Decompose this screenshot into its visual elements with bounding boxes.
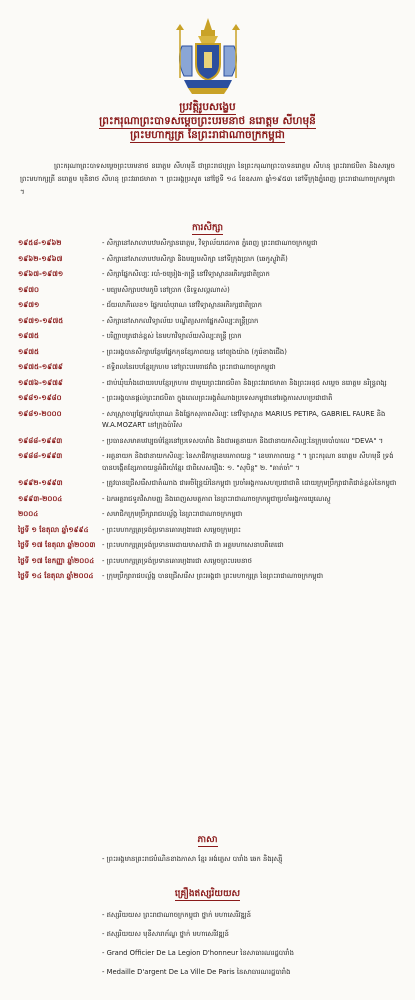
- education-year: ១៩៧៦-១៩៧៩: [18, 378, 63, 387]
- education-text: - សាស្ត្រាចារ្យផ្នែករបាំបុរាណ និងផ្នែកសុភាពសិល្បៈ នៅវិទ្យាស្ថាន MARIUS PETIPA, GABRIEL FAURE និង W.A.MOZART នៅក្រុងប៉ារីស: [102, 409, 386, 429]
- education-row: [18, 316, 403, 328]
- education-year: ១៩៧៥-១៩៧៩: [18, 363, 63, 371]
- king-name: ព្រះករុណាព្រះបាទសម្តេចព្រះបរមនាថ នរោត្តម សីហមុនី: [99, 115, 316, 127]
- education-year: ១៩៧១: [18, 301, 40, 309]
- education-text: - ជាប់ឃុំឃាំងដោយរបបខ្មែរក្រហម ជាមួយព្រះវររាជបិតា និងព្រះវររាជមាតា និងព្រះអនុជ សម្តេច នរោត្តម នរិន្ទ្រពង្ស: [102, 378, 387, 387]
- education-row: [18, 254, 403, 266]
- education-text: - បរិញ្ញាបត្រជាន់ខ្ពស់ នៃមហាវិទ្យាល័យសិល្បៈតន្ត្រី ប្រាក: [102, 332, 242, 340]
- education-text: - ក្រុមប្រឹក្សារាជបល្ល័ង្គ បានជ្រើសរើស ព្រះអង្គជា ព្រះមហាក្សត្រ នៃព្រះរាជាណាចក្រកម្ពុជា: [102, 572, 324, 580]
- education-row: [18, 378, 403, 390]
- education-heading: ការសិក្សា: [191, 223, 224, 233]
- decorations-heading: គ្រឿងឥស្សរិយយស: [174, 889, 241, 899]
- education-row: [18, 300, 403, 312]
- education-text: - ព្រះមហាក្សត្រទ្រង់ប្រទានគោរម្យងារជា សម្តេចក្រុមព្រះ: [102, 525, 241, 534]
- education-year: ១៩៨១-១៩៨០: [18, 394, 62, 402]
- education-text: - ជ័យលាភីលេខ១ ផ្នែករបាំបុរាណ នៅវិទ្យាស្ថានអភិរក្សជាតិប្រាក: [102, 301, 262, 309]
- education-row: [18, 362, 403, 374]
- education-text: - សិក្សាផ្នែកសិល្បៈ របាំ-ចម្រៀង-តន្ត្រី នៅវិទ្យាស្ថានអភិរក្សជាតិប្រាក: [102, 270, 270, 278]
- decoration-item: - ឥស្សរិយយស ព្រះរាជាណាចក្រកម្ពុជា ថ្នាក់ មហាសេរីវឌ្ឍន៍: [102, 911, 252, 919]
- education-row: [18, 347, 403, 359]
- education-year: ថ្ងៃទី ១៧ ខែកញ្ញា ឆ្នាំ២០០៤: [18, 556, 95, 565]
- education-year: ១៩៧១-១៩៧៥: [18, 316, 64, 325]
- education-row: [18, 525, 403, 537]
- education-row: [18, 571, 403, 583]
- intro-paragraph: ព្រះករុណាព្រះបាទសម្តេចព្រះបរមនាថ នរោត្តម សីហមុនី ជាព្រះរាជបុត្រា នៃព្រះករុណាព្រះបាទនរោត្តម សីហនុ ព្រះវររាជបិតា និងសម្តេចព្រះមហាក្សត្រី នរោត្តម មុនិនាថ សីហនុ ព្រះវររាជមាតា ។ ព្រះអង្គប្រសូត នៅថ្ងៃទី ១៤ ខែឧសភា ឆ្នាំ១៩៥៣ នៅទីក្រុងភ្នំពេញ ព្រះរាជាណាចក្រកម្ពុជា ។: [20, 162, 395, 196]
- education-text: - ឥទ្ធិពលនៃរបបខ្មែរក្រហម នៅព្រះបរមរាជវាំង ព្រះរាជាណាចក្រកម្ពុជា: [102, 363, 276, 371]
- education-year: ២០០៤: [18, 510, 39, 518]
- education-text: - ឯកអគ្គរាជទូតវិសាមញ្ញ និងពេញសមត្ថភាព នៃព្រះរាជាណាចក្រកម្ពុជាប្រចាំអង្គការយូណេស្កូ: [102, 494, 331, 503]
- education-year: ថ្ងៃទី ១៤ ខែតុលា ឆ្នាំ២០០៤: [18, 572, 94, 580]
- education-text: - ព្រះអង្គបានផ្តល់ព្រះរាជបិតា ក្នុងពេលព្រះអង្គតំណាងប្រទេសកម្ពុជានៅអង្គការសហប្រជាជាតិ: [102, 394, 333, 402]
- education-text: - ព្រះមហាក្សត្រទ្រង់ប្រទានមេដាយមាសជាតិ ជា អគ្គមហាសេនាបតីតេជោ: [102, 541, 284, 549]
- education-year: ១៩៨៨-១៩៩៣: [18, 436, 63, 445]
- decoration-item: - ឥស្សរិយយស មុនីសារាភ័ណ្ឌ ថ្នាក់ មហាសេរីវឌ្ឍន៍: [102, 930, 229, 938]
- education-row: [18, 331, 403, 343]
- education-row: [18, 393, 403, 405]
- education-row: [18, 409, 403, 432]
- education-row: [18, 540, 403, 552]
- education-text: - សិក្សានៅសាលាបឋមសិក្សា និងមធ្យមសិក្សា នៅទីក្រុងប្រាក (ឆេកូស្លូវ៉ាគី): [102, 254, 288, 263]
- education-year: ថ្ងៃទី ១៧ ខែតុលា ឆ្នាំ២០០៣: [18, 541, 96, 549]
- education-row: [18, 436, 403, 448]
- education-year: ១៩៨១-២០០០: [18, 409, 62, 418]
- education-row: [18, 478, 403, 490]
- education-year: ១៩៩៣-២០០៤: [18, 494, 63, 503]
- education-row: [18, 451, 403, 474]
- decoration-item: - Medaille D'argent De La Ville De Paris នៃសាធារណរដ្ឋបារាំង: [102, 968, 291, 976]
- education-text: - សិក្សានៅសាលាបឋមសិក្សានរោត្តម, វិទ្យាល័យដេកាត ភ្នំពេញ ព្រះរាជាណាចក្រកម្ពុជា: [102, 239, 318, 247]
- title-block: [0, 100, 415, 142]
- education-text: - ប្រធានសមាគមវប្បធម៌ខ្មែរនៅប្រទេសបារាំង និងជាអគ្គនាយក និងជានាយកសិល្បៈនៃក្រុមរបាំបាលេ "DEVA" ។: [102, 436, 384, 445]
- education-row: [18, 509, 403, 521]
- education-year: ១៩៦២-១៩៦៧: [18, 254, 63, 263]
- education-text: - អគ្គនាយក និងជានាយកសិល្បៈ នៃសាជីវកម្មខេមរភាពយន្ត " ខេមរាភាពយន្ត " ។ ព្រះករុណា នរោត្តម សីហមុនី ទ្រង់បានបង្កើតខ្សែភាពយន្តអំពីរបាំខ្មែរ ជាពិសេសរឿង: ១. "សុបិន្ត" ២. "គាត់ចាំ" ។: [102, 452, 394, 472]
- education-year: ១៩៧៥: [18, 332, 39, 340]
- languages-text: - ព្រះអង្គមានព្រះរាជបំណិនខាងភាសា ខ្មែរ អង់គ្លេស បារាំង ឆេក និងរុស្ស៊ី: [102, 855, 283, 863]
- education-year: ១៩៨៨-១៩៩៣: [18, 452, 63, 460]
- education-text: - ត្រូវបានជ្រើសរើសជាតំណាង ជាអចិន្រ្តៃយ៍នៃកម្ពុជា ប្រចាំអង្គការសហប្រជាជាតិ ដោយក្រុមប្រឹក្សាជាតិជាន់ខ្ពស់នៃកម្ពុជា: [102, 479, 397, 487]
- education-text: - មធ្យមសិក្សាបឋមភូមិ នៅប្រាក (និទ្ទេសល្អណាស់): [102, 285, 230, 294]
- education-text: - សមាជិកក្រុមប្រឹក្សារាជបល្ល័ង្គ នៃព្រះរាជាណាចក្រកម្ពុជា: [102, 510, 243, 518]
- king-title: ព្រះមហាក្សត្រ នៃព្រះរាជាណាចក្រកម្ពុជា: [130, 129, 285, 141]
- education-row: [18, 238, 403, 250]
- education-row: [18, 494, 403, 506]
- education-row: [18, 556, 403, 568]
- education-text: - សិក្សានៅសាកលវិទ្យាល័យ បណ្ឌិត្យសភាផ្នែកសិល្បៈតន្ត្រីប្រាក: [102, 316, 259, 325]
- doc-title: ប្រវត្តិរូបសង្ខេប: [179, 101, 236, 113]
- decorations-list: [102, 910, 402, 986]
- education-text: - ព្រះមហាក្សត្រទ្រង់ប្រទានគោរម្យងារជា សម្តេចព្រះបរមនាថ: [102, 556, 252, 565]
- decoration-item: - Grand Officier De La Legion D'honneur នៃសាធារណរដ្ឋបារាំង: [102, 949, 294, 957]
- education-year: ១៩៥៨-១៩៦២: [18, 239, 62, 247]
- education-year: ១៩៦៧-១៩៧១: [18, 270, 64, 278]
- education-row: [18, 285, 403, 297]
- education-year: ១៩៩២-១៩៩៣: [18, 479, 63, 487]
- education-year: ១៩៧០: [18, 285, 39, 294]
- languages-heading: ភាសា: [197, 835, 218, 845]
- education-year: ១៩៧៥: [18, 347, 39, 356]
- education-row: [18, 269, 403, 281]
- education-text: - ព្រះអង្គបានសិក្សាបន្ថែមផ្នែកកុនខ្សែភាពយន្ត នៅព្យុងយ៉ាង (កូរ៉េខាងជើង): [102, 347, 287, 356]
- royal-coat-of-arms: [168, 16, 248, 98]
- education-list: [18, 238, 403, 587]
- education-year: ថ្ងៃទី ១ ខែតុលា ឆ្នាំ១៩៩៤: [18, 525, 89, 534]
